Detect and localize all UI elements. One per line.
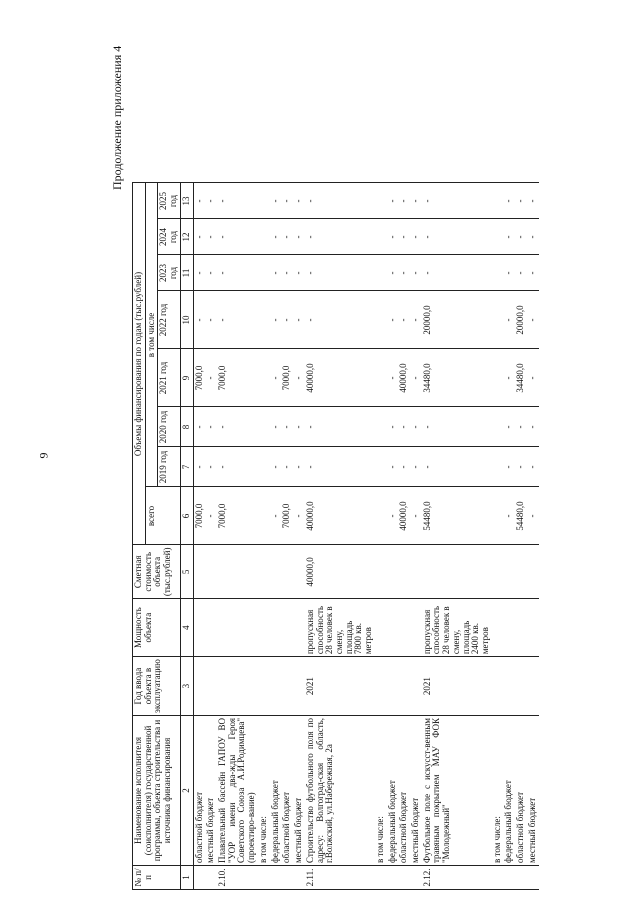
- table-row: [281, 183, 293, 890]
- cell-cost: [270, 545, 282, 599]
- cell-year-value: -: [398, 183, 410, 219]
- cell-year: [193, 657, 205, 716]
- col-year-2022: 2022 год: [158, 291, 180, 349]
- cell-no: [205, 866, 217, 890]
- cell-name: местный бюджет: [293, 716, 305, 866]
- table-row: [293, 183, 305, 890]
- cell-year-value: 7000,0: [193, 349, 205, 407]
- cell-no: [258, 866, 270, 890]
- cell-total: -: [410, 487, 422, 545]
- cell-cost: 40000,0: [305, 545, 375, 599]
- cell-year-value: -: [217, 219, 258, 255]
- cell-no: 2.11.: [305, 866, 375, 890]
- cell-capacity: [515, 599, 527, 657]
- cell-year-value: -: [387, 447, 399, 487]
- rotated-landscape-content: [110, 15, 640, 890]
- cell-capacity: [217, 599, 258, 657]
- cell-year-value: [258, 183, 270, 219]
- cell-year-value: -: [217, 255, 258, 291]
- cell-year-value: -: [193, 183, 205, 219]
- cell-no: [293, 866, 305, 890]
- cell-no: [387, 866, 399, 890]
- cell-year-value: -: [422, 407, 492, 447]
- cell-total: -: [387, 487, 399, 545]
- cell-name: Плавательный бассейн ГАПОУ ВО "УОР имени два-жды Героя Советского Союза А.И.Родимцева" (проектиро-вание): [217, 716, 258, 866]
- cell-year-value: [492, 407, 504, 447]
- column-index-cell: 4: [180, 599, 193, 657]
- cell-year-value: -: [515, 183, 527, 219]
- cell-capacity: [398, 599, 410, 657]
- cell-name: местный бюджет: [205, 716, 217, 866]
- cell-year-value: -: [398, 447, 410, 487]
- column-index-cell: 11: [180, 255, 193, 291]
- cell-year: [281, 657, 293, 716]
- cell-capacity: [527, 599, 539, 657]
- cell-year-value: [492, 255, 504, 291]
- cell-year-value: -: [410, 349, 422, 407]
- cell-name: федеральный бюджет: [503, 716, 515, 866]
- table-row: [205, 183, 217, 890]
- cell-total: -: [205, 487, 217, 545]
- cell-year-value: [258, 291, 270, 349]
- cell-year-value: -: [293, 291, 305, 349]
- cell-year-value: -: [193, 255, 205, 291]
- cell-year-value: -: [503, 291, 515, 349]
- cell-cost: [293, 545, 305, 599]
- cell-year-value: -: [410, 291, 422, 349]
- cell-no: [193, 866, 205, 890]
- cell-year-value: 20000,0: [515, 291, 527, 349]
- cell-no: [410, 866, 422, 890]
- cell-cost: [410, 545, 422, 599]
- cell-year-value: -: [293, 349, 305, 407]
- cell-no: [281, 866, 293, 890]
- cell-total: -: [270, 487, 282, 545]
- cell-total: 7000,0: [193, 487, 205, 545]
- col-year-2025: 2025 год: [158, 183, 180, 219]
- table-row: [387, 183, 399, 890]
- cell-year-value: -: [410, 447, 422, 487]
- cell-capacity: [258, 599, 270, 657]
- table-row: [503, 183, 515, 890]
- cell-year-value: -: [193, 447, 205, 487]
- page-number: 9: [36, 452, 51, 459]
- cell-year-value: -: [270, 255, 282, 291]
- cell-year: 2021: [305, 657, 375, 716]
- cell-cost: [375, 545, 387, 599]
- cell-name: федеральный бюджет: [270, 716, 282, 866]
- cell-year-value: -: [387, 255, 399, 291]
- cell-name: Строительство футбольного поля по адресу: Волгоград-ская область, г.Волжский, ул.Набережная, 2а: [305, 716, 375, 866]
- cell-year: [503, 657, 515, 716]
- cell-year-value: -: [270, 447, 282, 487]
- cell-year-value: [492, 447, 504, 487]
- cell-name: федеральный бюджет: [387, 716, 399, 866]
- cell-year-value: [375, 349, 387, 407]
- column-index-row: [180, 183, 193, 890]
- cell-cost: [422, 545, 492, 599]
- table-row: [527, 183, 539, 890]
- cell-year-value: [258, 349, 270, 407]
- cell-year-value: -: [305, 447, 375, 487]
- cell-no: 2.10.: [217, 866, 258, 890]
- cell-year-value: -: [205, 291, 217, 349]
- cell-year-value: -: [281, 407, 293, 447]
- cell-year-value: -: [217, 291, 258, 349]
- cell-year-value: -: [305, 219, 375, 255]
- cell-year: [527, 657, 539, 716]
- cell-year-value: -: [527, 447, 539, 487]
- cell-year-value: -: [422, 447, 492, 487]
- cell-year-value: -: [503, 447, 515, 487]
- cell-year-value: -: [305, 183, 375, 219]
- cell-total: 40000,0: [398, 487, 410, 545]
- cell-capacity: [503, 599, 515, 657]
- column-index-cell: 3: [180, 657, 193, 716]
- cell-cost: [492, 545, 504, 599]
- col-name-header: Наименование исполнителя (соисполнителя) государственной программы, объекта строительства и источника финансирования: [133, 716, 181, 866]
- cell-year-value: -: [515, 447, 527, 487]
- cell-year-value: [375, 447, 387, 487]
- cell-year-value: [258, 255, 270, 291]
- cell-year-value: 40000,0: [305, 349, 375, 407]
- cell-year-value: [258, 407, 270, 447]
- cell-year-value: -: [387, 291, 399, 349]
- cell-total: [492, 487, 504, 545]
- cell-year-value: -: [217, 447, 258, 487]
- cell-total: -: [293, 487, 305, 545]
- col-year-header: Год ввода объекта в эксплуатацию: [133, 657, 181, 716]
- cell-capacity: пропускная способность 28 человек в смену, площадь 7800 кв. метров: [305, 599, 375, 657]
- cell-year-value: -: [410, 407, 422, 447]
- table-row: [410, 183, 422, 890]
- cell-capacity: [410, 599, 422, 657]
- col-year-2021: 2021 год: [158, 349, 180, 407]
- cell-year-value: -: [270, 219, 282, 255]
- cell-year-value: -: [205, 183, 217, 219]
- cell-year-value: [375, 183, 387, 219]
- column-index-cell: 6: [180, 487, 193, 545]
- cell-year-value: -: [503, 407, 515, 447]
- cell-year-value: -: [305, 407, 375, 447]
- cell-year: [515, 657, 527, 716]
- cell-year-value: [375, 291, 387, 349]
- cell-cost: [205, 545, 217, 599]
- cell-year-value: -: [503, 349, 515, 407]
- cell-cost: [503, 545, 515, 599]
- cell-name: областной бюджет: [398, 716, 410, 866]
- cell-capacity: [270, 599, 282, 657]
- cell-year-value: -: [281, 219, 293, 255]
- cell-year-value: -: [293, 447, 305, 487]
- cell-year-value: -: [270, 349, 282, 407]
- cell-year: [293, 657, 305, 716]
- cell-total: [375, 487, 387, 545]
- cell-year: [387, 657, 399, 716]
- cell-year-value: -: [293, 255, 305, 291]
- cell-year-value: -: [293, 219, 305, 255]
- cell-year-value: [492, 349, 504, 407]
- cell-year-value: [492, 291, 504, 349]
- cell-year-value: 34480,0: [515, 349, 527, 407]
- cell-capacity: [375, 599, 387, 657]
- col-year-2024: 2024 год: [158, 219, 180, 255]
- cell-year-value: 34480,0: [422, 349, 492, 407]
- cell-year-value: -: [193, 291, 205, 349]
- cell-total: [258, 487, 270, 545]
- cell-year-value: -: [422, 183, 492, 219]
- cell-cost: [387, 545, 399, 599]
- table-row: [422, 183, 492, 890]
- cell-name: областной бюджет: [281, 716, 293, 866]
- cell-year-value: -: [527, 291, 539, 349]
- table-body: [193, 183, 539, 890]
- cell-year-value: -: [422, 219, 492, 255]
- table-row: [258, 183, 270, 890]
- cell-name: в том числе:: [492, 716, 504, 866]
- cell-year-value: -: [281, 255, 293, 291]
- cell-year-value: -: [527, 349, 539, 407]
- cell-cost: [398, 545, 410, 599]
- cell-name: местный бюджет: [527, 716, 539, 866]
- column-index-cell: 2: [180, 716, 193, 866]
- cell-name: Футбольное поле с искусст-венным травяным покрытием МАУ ФОК "Молодежный": [422, 716, 492, 866]
- column-index-cell: 8: [180, 407, 193, 447]
- cell-name: в том числе:: [375, 716, 387, 866]
- table-row: [193, 183, 205, 890]
- cell-name: областной бюджет: [515, 716, 527, 866]
- cell-name: областной бюджет: [193, 716, 205, 866]
- cell-capacity: [492, 599, 504, 657]
- cell-year-value: -: [503, 183, 515, 219]
- cell-capacity: [293, 599, 305, 657]
- cell-year-value: -: [217, 407, 258, 447]
- cell-total: 7000,0: [281, 487, 293, 545]
- cell-capacity: [193, 599, 205, 657]
- cell-year-value: -: [398, 407, 410, 447]
- column-index-cell: 1: [180, 866, 193, 890]
- cell-name: местный бюджет: [410, 716, 422, 866]
- cell-year: [205, 657, 217, 716]
- cell-year-value: -: [398, 219, 410, 255]
- cell-year-value: -: [193, 407, 205, 447]
- cell-year-value: -: [293, 183, 305, 219]
- cell-year-value: -: [270, 183, 282, 219]
- cell-year-value: -: [281, 291, 293, 349]
- cell-year: [270, 657, 282, 716]
- column-index-cell: 5: [180, 545, 193, 599]
- cell-year-value: -: [527, 219, 539, 255]
- cell-capacity: [205, 599, 217, 657]
- cell-no: [398, 866, 410, 890]
- cell-year-value: 7000,0: [281, 349, 293, 407]
- table-row: [217, 183, 258, 890]
- col-year-2023: 2023 год: [158, 255, 180, 291]
- cell-year-value: -: [410, 255, 422, 291]
- cell-year-value: -: [410, 219, 422, 255]
- cell-year-value: [492, 183, 504, 219]
- cell-year: [258, 657, 270, 716]
- cell-year-value: -: [387, 407, 399, 447]
- cell-year: [492, 657, 504, 716]
- cell-year-value: -: [270, 291, 282, 349]
- cell-year-value: -: [515, 255, 527, 291]
- cell-year-value: -: [527, 407, 539, 447]
- cell-year-value: -: [205, 349, 217, 407]
- cell-name: в том числе:: [258, 716, 270, 866]
- cell-year-value: -: [398, 255, 410, 291]
- cell-year-value: [258, 219, 270, 255]
- cell-no: [527, 866, 539, 890]
- cell-cost: [527, 545, 539, 599]
- cell-year-value: -: [387, 349, 399, 407]
- cell-total: -: [527, 487, 539, 545]
- cell-year-value: -: [387, 219, 399, 255]
- cell-year-value: [258, 447, 270, 487]
- cell-no: [503, 866, 515, 890]
- cell-no: [270, 866, 282, 890]
- cell-year-value: -: [270, 407, 282, 447]
- cell-year-value: -: [281, 447, 293, 487]
- cell-year-value: 7000,0: [217, 349, 258, 407]
- cell-year: [410, 657, 422, 716]
- cell-year-value: -: [527, 183, 539, 219]
- cell-year-value: -: [503, 255, 515, 291]
- col-year-2020: 2020 год: [158, 407, 180, 447]
- cell-year-value: -: [422, 255, 492, 291]
- cell-year-value: -: [217, 183, 258, 219]
- cell-year-value: 40000,0: [398, 349, 410, 407]
- cell-year-value: -: [205, 219, 217, 255]
- cell-capacity: пропускная способность 28 человек в смену, площадь 2400 кв. метров: [422, 599, 492, 657]
- cell-cost: [515, 545, 527, 599]
- cell-total: 54480,0: [515, 487, 527, 545]
- header-row-1: [133, 183, 146, 890]
- cell-total: 54480,0: [422, 487, 492, 545]
- cell-total: -: [503, 487, 515, 545]
- cell-year-value: -: [398, 291, 410, 349]
- table-row: [398, 183, 410, 890]
- cell-year-value: -: [305, 291, 375, 349]
- col-funding-header: Объемы финансирования по годам (тыс.рублей): [133, 183, 146, 545]
- col-year-2019: 2019 год: [158, 447, 180, 487]
- cell-year-value: -: [387, 183, 399, 219]
- cell-total: 7000,0: [217, 487, 258, 545]
- financing-table: [132, 183, 539, 891]
- table-row: [270, 183, 282, 890]
- table-row: [515, 183, 527, 890]
- cell-year-value: -: [515, 219, 527, 255]
- cell-cost: [281, 545, 293, 599]
- cell-year-value: -: [293, 407, 305, 447]
- col-cost-header: Сметная стоимость объекта (тыс.рублей): [133, 545, 181, 599]
- cell-year-value: [375, 255, 387, 291]
- column-index-cell: 7: [180, 447, 193, 487]
- cell-year-value: [375, 407, 387, 447]
- cell-no: [492, 866, 504, 890]
- appendix-caption: Продолжение приложения 4: [110, 45, 124, 190]
- cell-year-value: -: [305, 255, 375, 291]
- cell-total: 40000,0: [305, 487, 375, 545]
- table-row: [305, 183, 375, 890]
- cell-year-value: 20000,0: [422, 291, 492, 349]
- cell-cost: [258, 545, 270, 599]
- cell-year-value: [492, 219, 504, 255]
- cell-year: [375, 657, 387, 716]
- table-row: [375, 183, 387, 890]
- table-row: [492, 183, 504, 890]
- col-no-header: № п/п: [133, 866, 181, 890]
- cell-capacity: [281, 599, 293, 657]
- col-incl-header: в том числе: [145, 183, 158, 487]
- col-total-header: всего: [145, 487, 180, 545]
- cell-year-value: -: [515, 407, 527, 447]
- cell-cost: [217, 545, 258, 599]
- cell-year-value: -: [193, 219, 205, 255]
- cell-year-value: -: [205, 407, 217, 447]
- cell-year-value: -: [205, 255, 217, 291]
- cell-year-value: -: [281, 183, 293, 219]
- col-capacity-header: Мощность объекта: [133, 599, 181, 657]
- column-index-cell: 9: [180, 349, 193, 407]
- cell-year-value: -: [527, 255, 539, 291]
- cell-year: [398, 657, 410, 716]
- cell-capacity: [387, 599, 399, 657]
- cell-cost: [193, 545, 205, 599]
- cell-no: 2.12.: [422, 866, 492, 890]
- cell-year-value: -: [410, 183, 422, 219]
- column-index-cell: 12: [180, 219, 193, 255]
- cell-year: 2021: [422, 657, 492, 716]
- column-index-cell: 10: [180, 291, 193, 349]
- cell-no: [515, 866, 527, 890]
- cell-year-value: [375, 219, 387, 255]
- cell-no: [375, 866, 387, 890]
- cell-year: [217, 657, 258, 716]
- cell-year-value: -: [205, 447, 217, 487]
- column-index-cell: 13: [180, 183, 193, 219]
- cell-year-value: -: [503, 219, 515, 255]
